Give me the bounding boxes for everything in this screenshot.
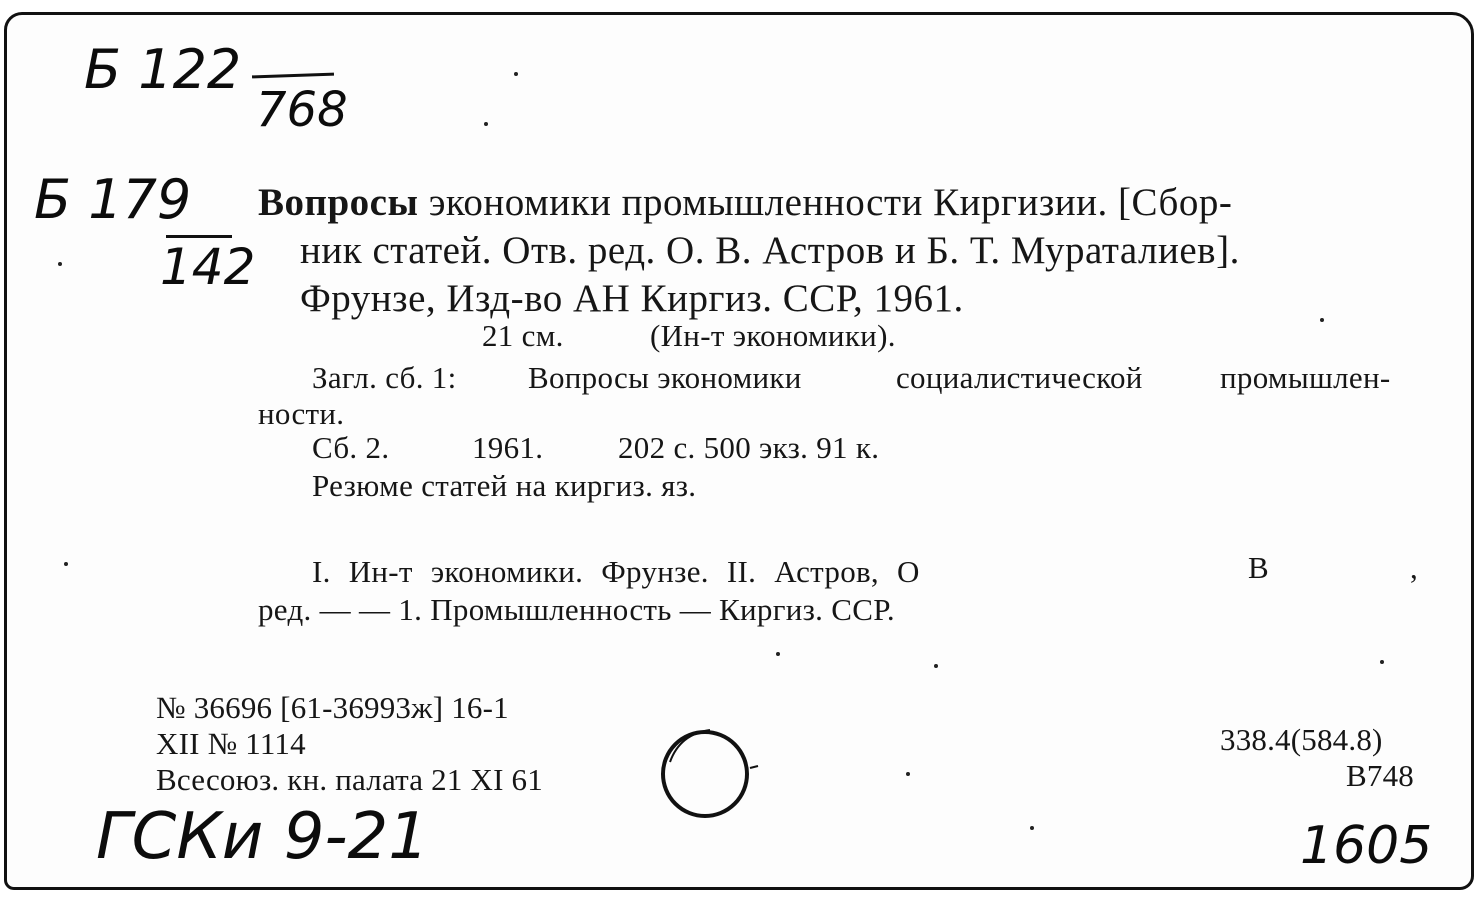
punch-hole-circle — [650, 722, 760, 826]
scan-speck — [776, 652, 780, 656]
scan-speck — [1320, 318, 1324, 322]
scan-speck — [906, 772, 910, 776]
entry-title-line-2: ник статей. Отв. ред. О. В. Астров и Б. Т. Мураталиев]. — [300, 229, 1240, 272]
entry-title-lead: Вопросы — [258, 181, 419, 224]
scan-speck — [514, 72, 518, 76]
volume-label: Сб. 2. — [312, 430, 390, 465]
tracing-line-2: ред. — — 1. Промышленность — Киргиз. ССР. — [258, 592, 895, 627]
footer-registration: № 36696 [61-36993ж] 16-1 — [156, 690, 509, 725]
handwritten-shelf-mark-2-bottom: 142 — [160, 238, 256, 296]
handwritten-shelf-mark-2-top: Б 179 — [34, 168, 192, 231]
scan-speck — [1030, 826, 1034, 830]
classification-index: 338.4(584.8) — [1220, 722, 1383, 757]
scan-speck — [58, 262, 62, 266]
handwritten-bottom-right-note: 1605 — [1300, 816, 1433, 876]
tracing-comma: , — [1410, 550, 1419, 585]
scan-speck — [484, 122, 488, 126]
footer-card-number: XII № 1114 — [156, 726, 306, 761]
entry-title-line-3: Фрунзе, Изд-во АН Киргиз. ССР, 1961. — [300, 277, 964, 320]
note-1-part-c: социалистической — [896, 360, 1143, 395]
author-mark: В748 — [1346, 758, 1414, 793]
volume-details: 202 с. 500 экз. 91 к. — [618, 430, 880, 465]
entry-title-line-1-rest: экономики промышленности Киргизии. [Сбор- — [428, 181, 1233, 224]
volume-year: 1961. — [472, 430, 544, 465]
handwritten-bottom-left-note: ГСКи 9-21 — [96, 800, 429, 874]
note-1-part-d: промышлен- — [1220, 360, 1391, 395]
footer-chamber-date: Всесоюз. кн. палата 21 XI 61 — [156, 762, 543, 797]
note-1-part-b: Вопросы экономики — [528, 360, 802, 395]
scan-speck — [64, 562, 68, 566]
note-1-line-2: ности. — [258, 396, 345, 431]
tracing-line-1: I. Ин-т экономики. Фрунзе. II. Астров, О — [312, 554, 920, 589]
entry-series: (Ин-т экономики). — [650, 318, 896, 353]
handwritten-shelf-mark-1-bottom: 768 — [256, 82, 348, 138]
handwritten-shelf-mark-1-top: Б 122 — [84, 38, 242, 101]
scan-speck — [934, 664, 938, 668]
scan-speck — [1380, 660, 1384, 664]
entry-title-line-1 — [258, 180, 1232, 225]
summary-note: Резюме статей на киргиз. яз. — [312, 468, 697, 503]
entry-size: 21 см. — [482, 318, 564, 353]
note-1-part-a: Загл. сб. 1: — [312, 360, 457, 395]
tracing-initial-v: В — [1248, 550, 1269, 585]
